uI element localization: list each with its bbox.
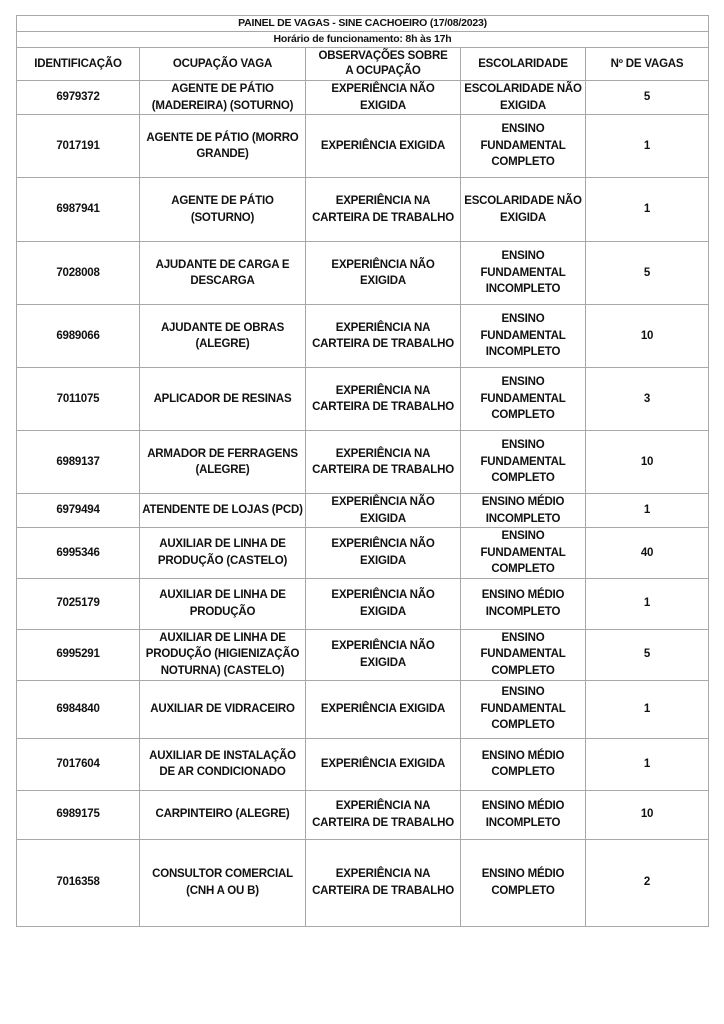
cell-id: 6995291	[17, 629, 140, 680]
cell-vagas: 10	[586, 431, 709, 494]
cell-observacao: EXPERIÊNCIA EXIGIDA	[306, 680, 461, 738]
table-row	[17, 578, 709, 629]
cell-escolaridade: ENSINO FUNDAMENTAL COMPLETO	[461, 115, 586, 178]
table-row	[17, 431, 709, 494]
cell-observacao: EXPERIÊNCIA NÃO EXIGIDA	[306, 578, 461, 629]
cell-id: 6989066	[17, 305, 140, 368]
cell-ocupacao: AUXILIAR DE VIDRACEIRO	[140, 680, 306, 738]
cell-observacao: EXPERIÊNCIA NA CARTEIRA DE TRABALHO	[306, 431, 461, 494]
cell-vagas: 1	[586, 494, 709, 528]
table-row	[17, 305, 709, 368]
cell-id: 7016358	[17, 839, 140, 926]
table-row	[17, 115, 709, 178]
cell-ocupacao: CARPINTEIRO (ALEGRE)	[140, 790, 306, 839]
cell-ocupacao: AGENTE DE PÁTIO (MADEREIRA) (SOTURNO)	[140, 81, 306, 115]
cell-id: 6987941	[17, 178, 140, 242]
cell-id: 6989175	[17, 790, 140, 839]
table-row	[17, 790, 709, 839]
cell-vagas: 5	[586, 242, 709, 305]
cell-observacao: EXPERIÊNCIA NA CARTEIRA DE TRABALHO	[306, 790, 461, 839]
cell-id: 7025179	[17, 578, 140, 629]
table-row	[17, 368, 709, 431]
subtitle-row	[17, 32, 709, 48]
cell-ocupacao: AJUDANTE DE OBRAS (ALEGRE)	[140, 305, 306, 368]
cell-id: 7017191	[17, 115, 140, 178]
cell-escolaridade: ESCOLARIDADE NÃO EXIGIDA	[461, 178, 586, 242]
cell-escolaridade: ENSINO FUNDAMENTAL COMPLETO	[461, 431, 586, 494]
cell-ocupacao: AUXILIAR DE LINHA DE PRODUÇÃO (HIGIENIZAÇÃO NOTURNA) (CASTELO)	[140, 629, 306, 680]
cell-vagas: 2	[586, 839, 709, 926]
cell-observacao: EXPERIÊNCIA NA CARTEIRA DE TRABALHO	[306, 839, 461, 926]
cell-ocupacao: APLICADOR DE RESINAS	[140, 368, 306, 431]
cell-vagas: 1	[586, 115, 709, 178]
header-row	[17, 48, 709, 81]
header-observacoes: OBSERVAÇÕES SOBRE A OCUPAÇÃO	[306, 48, 461, 81]
cell-id: 6979494	[17, 494, 140, 528]
cell-vagas: 5	[586, 81, 709, 115]
cell-vagas: 10	[586, 305, 709, 368]
table-row	[17, 680, 709, 738]
table-row	[17, 242, 709, 305]
header-ocupacao: OCUPAÇÃO VAGA	[140, 48, 306, 81]
cell-escolaridade: ENSINO MÉDIO COMPLETO	[461, 839, 586, 926]
cell-vagas: 40	[586, 528, 709, 579]
cell-escolaridade: ENSINO MÉDIO INCOMPLETO	[461, 578, 586, 629]
cell-observacao: EXPERIÊNCIA NA CARTEIRA DE TRABALHO	[306, 305, 461, 368]
cell-ocupacao: AUXILIAR DE INSTALAÇÃO DE AR CONDICIONADO	[140, 738, 306, 790]
header-escolaridade: ESCOLARIDADE	[461, 48, 586, 81]
cell-escolaridade: ENSINO MÉDIO INCOMPLETO	[461, 790, 586, 839]
table-title: PAINEL DE VAGAS - SINE CACHOEIRO (17/08/2023)	[17, 16, 709, 32]
cell-observacao: EXPERIÊNCIA NÃO EXIGIDA	[306, 494, 461, 528]
table-row	[17, 738, 709, 790]
cell-observacao: EXPERIÊNCIA NÃO EXIGIDA	[306, 629, 461, 680]
cell-observacao: EXPERIÊNCIA NA CARTEIRA DE TRABALHO	[306, 178, 461, 242]
cell-escolaridade: ENSINO MÉDIO COMPLETO	[461, 738, 586, 790]
cell-ocupacao: CONSULTOR COMERCIAL (CNH A OU B)	[140, 839, 306, 926]
cell-escolaridade: ENSINO FUNDAMENTAL COMPLETO	[461, 368, 586, 431]
cell-vagas: 1	[586, 680, 709, 738]
cell-ocupacao: ATENDENTE DE LOJAS (PCD)	[140, 494, 306, 528]
table-subtitle: Horário de funcionamento: 8h às 17h	[17, 32, 709, 48]
cell-ocupacao: ARMADOR DE FERRAGENS (ALEGRE)	[140, 431, 306, 494]
cell-ocupacao: AJUDANTE DE CARGA E DESCARGA	[140, 242, 306, 305]
cell-observacao: EXPERIÊNCIA EXIGIDA	[306, 738, 461, 790]
cell-escolaridade: ENSINO MÉDIO INCOMPLETO	[461, 494, 586, 528]
cell-id: 6989137	[17, 431, 140, 494]
table-row	[17, 81, 709, 115]
cell-vagas: 5	[586, 629, 709, 680]
cell-vagas: 10	[586, 790, 709, 839]
cell-id: 7011075	[17, 368, 140, 431]
cell-vagas: 3	[586, 368, 709, 431]
cell-escolaridade: ENSINO FUNDAMENTAL COMPLETO	[461, 528, 586, 579]
header-vagas: Nº DE VAGAS	[586, 48, 709, 81]
cell-observacao: EXPERIÊNCIA NA CARTEIRA DE TRABALHO	[306, 368, 461, 431]
table-row	[17, 528, 709, 579]
cell-vagas: 1	[586, 738, 709, 790]
cell-observacao: EXPERIÊNCIA EXIGIDA	[306, 115, 461, 178]
cell-ocupacao: AUXILIAR DE LINHA DE PRODUÇÃO	[140, 578, 306, 629]
cell-id: 7028008	[17, 242, 140, 305]
cell-escolaridade: ENSINO FUNDAMENTAL INCOMPLETO	[461, 305, 586, 368]
cell-id: 6979372	[17, 81, 140, 115]
cell-escolaridade: ESCOLARIDADE NÃO EXIGIDA	[461, 81, 586, 115]
cell-id: 6995346	[17, 528, 140, 579]
vacancy-table	[16, 15, 709, 927]
cell-observacao: EXPERIÊNCIA NÃO EXIGIDA	[306, 81, 461, 115]
cell-ocupacao: AGENTE DE PÁTIO (SOTURNO)	[140, 178, 306, 242]
cell-observacao: EXPERIÊNCIA NÃO EXIGIDA	[306, 242, 461, 305]
cell-id: 6984840	[17, 680, 140, 738]
cell-escolaridade: ENSINO FUNDAMENTAL INCOMPLETO	[461, 242, 586, 305]
cell-id: 7017604	[17, 738, 140, 790]
title-row	[17, 16, 709, 32]
table-row	[17, 839, 709, 926]
table-row	[17, 178, 709, 242]
cell-escolaridade: ENSINO FUNDAMENTAL COMPLETO	[461, 629, 586, 680]
cell-escolaridade: ENSINO FUNDAMENTAL COMPLETO	[461, 680, 586, 738]
table-row	[17, 494, 709, 528]
header-identificacao: IDENTIFICAÇÃO	[17, 48, 140, 81]
cell-ocupacao: AUXILIAR DE LINHA DE PRODUÇÃO (CASTELO)	[140, 528, 306, 579]
cell-ocupacao: AGENTE DE PÁTIO (MORRO GRANDE)	[140, 115, 306, 178]
cell-vagas: 1	[586, 578, 709, 629]
table-row	[17, 629, 709, 680]
cell-observacao: EXPERIÊNCIA NÃO EXIGIDA	[306, 528, 461, 579]
cell-vagas: 1	[586, 178, 709, 242]
table-body	[17, 81, 709, 927]
